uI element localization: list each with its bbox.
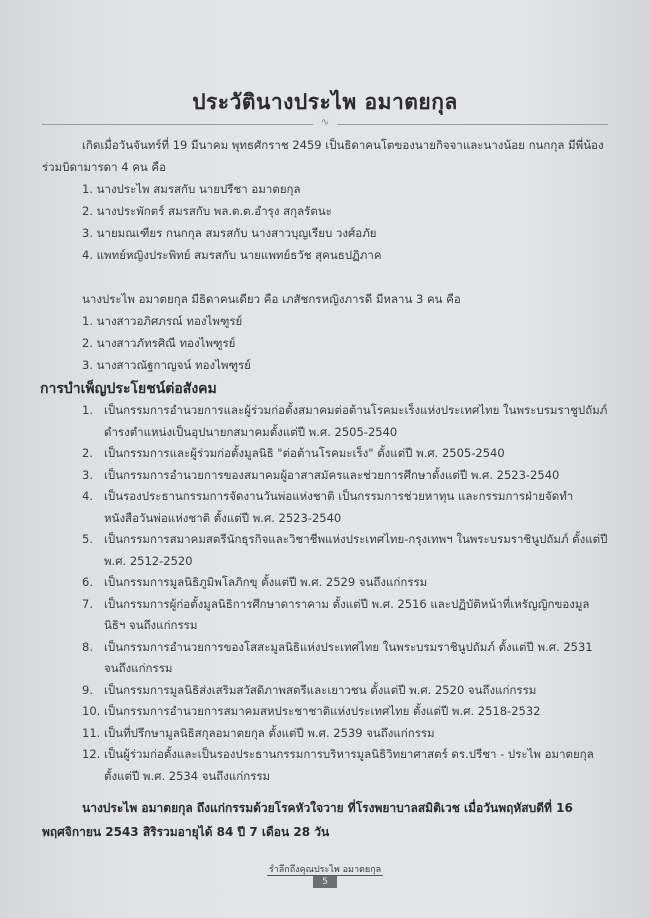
siblings-list (0, 178, 650, 266)
grandchildren-list (0, 310, 650, 376)
item-text: เป็นกรรมการมูลนิธิส่งเสริมสวัสดิภาพสตรีและเยาวชน ตั้งแต่ปี พ.ศ. 2520 จนถึงแก่กรรม (104, 682, 537, 697)
page-title: ประวัตินางประไพ อมาตยกุล (192, 90, 458, 114)
item-number: 9. (82, 682, 93, 697)
list-item (0, 594, 650, 637)
service-list (0, 400, 650, 787)
list-item (0, 443, 650, 465)
list-item: 2. นางประพักตร์ สมรสกับ พล.ต.ต.อำรุง สกุลรัตนะ (82, 204, 332, 218)
page-number: 5 (313, 876, 337, 888)
item-text: เป็นกรรมการอำนวยการและผู้ร่วมก่อตั้งสมาคมต่อต้านโรคมะเร็งแห่งประเทศไทย ในพระบรมราชูปถัมภ์ ดำรงตำแหน่งเป็นอุปนายกสมาคมตั้งแต่ปี พ.ศ. 2505-2540 (104, 403, 608, 439)
list-item: 3. นางสาวณัฐกาญจน์ ทองไพฑูรย์ (82, 358, 251, 372)
item-text: เป็นกรรมการสมาคมสตรีนักธุรกิจและวิชาชีพแห่งประเทศไทย-กรุงเทพฯ ในพระบรมราชินูปถัมภ์ ตั้งแต่ปี พ.ศ. 2512-2520 (104, 532, 608, 568)
section-heading: การบำเพ็ญประโยชน์ต่อสังคม (40, 381, 217, 397)
list-item (0, 723, 650, 745)
intro-section (0, 134, 650, 376)
list-item: 2. นางสาวภัทรศิณี ทองไพฑูรย์ (82, 336, 236, 350)
intro-paragraph: เกิดเมื่อวันจันทร์ที่ 19 มีนาคม พุทธศักราช 2459 เป็นธิดาคนโตของนายกิจจาและนางน้อย กนกกุล มีพี่น้องร่วมบิดามารดา 4 คน คือ (42, 138, 604, 174)
item-number: 1. (82, 403, 93, 417)
ornament-icon: ∿ (313, 117, 337, 129)
item-text: เป็นกรรมการมูลนิธิภูมิพโลภิกขุ ตั้งแต่ปี พ.ศ. 2529 จนถึงแก่กรรม (104, 575, 428, 589)
list-item (0, 744, 650, 787)
list-item: 1. นางสาวอภิศภรณ์ ทองไพฑูรย์ (82, 314, 243, 328)
list-item (0, 486, 650, 529)
item-number: 4. (82, 489, 93, 503)
item-text: เป็นกรรมการอำนวยการของโสสะมูลนิธิแห่งประเทศไทย ในพระบรมราชินูปถัมภ์ ตั้งแต่ปี พ.ศ. 2531 จนถึงแก่กรรม (104, 639, 593, 675)
item-text: เป็นที่ปรึกษามูลนิธิสกุลอมาตยกุล ตั้งแต่ปี พ.ศ. 2539 จนถึงแก่กรรม (104, 725, 435, 740)
list-item (0, 680, 650, 702)
item-text: เป็นกรรมการและผู้ร่วมก่อตั้งมูลนิธิ "ต่อต้านโรคมะเร็ง" ตั้งแต่ปี พ.ศ. 2505-2540 (104, 446, 505, 460)
item-number: 5. (82, 532, 93, 546)
item-number: 10. (82, 704, 101, 718)
list-item (0, 572, 650, 594)
list-item (0, 465, 650, 487)
list-item: 4. แพทย์หญิงประพิทย์ สมรสกับ นายแพทย์ธวัช สุคนธปฏิภาค (82, 248, 382, 262)
item-text: เป็นกรรมการผู้ก่อตั้งมูลนิธิการศึกษาดาราคาม ตั้งแต่ปี พ.ศ. 2516 และปฏิบัติหน้าที่เหรัญญิกของมูลนิธิฯ จนถึงแก่กรรม (104, 596, 590, 632)
list-item: 3. นายมณเฑียร กนกกุล สมรสกับ นางสาวบุญเรียบ วงศ์อภัย (82, 226, 377, 240)
footer-text: รำลึกถึงคุณประไพ อมาตยกุล (268, 865, 382, 875)
list-item (0, 529, 650, 572)
item-number: 2. (82, 446, 93, 460)
family-line: นางประไพ อมาตยกุล มีธิดาคนเดียว คือ เภสัชกรหญิงภารดี มีหลาน 3 คน คือ (82, 292, 461, 306)
item-text: เป็นรองประธานกรรมการจัดงานวันพ่อแห่งชาติ เป็นกรรมการช่วยหาทุน และกรรมการฝ่ายจัดทำหนังสือวันพ่อแห่งชาติ ตั้งแต่ปี พ.ศ. 2523-2540 (104, 489, 574, 525)
list-item (0, 637, 650, 680)
item-number: 3. (82, 467, 93, 482)
item-number: 7. (82, 596, 93, 611)
item-number: 12. (82, 747, 101, 761)
item-number: 8. (82, 639, 93, 654)
list-item: 1. นางประไพ สมรสกับ นายปรีชา อมาตยกุล (82, 182, 301, 196)
list-item (0, 701, 650, 723)
item-number: 11. (82, 725, 101, 740)
list-item (0, 400, 650, 443)
item-number: 6. (82, 575, 93, 589)
item-text: เป็นกรรมการอำนวยการสมาคมสหประชาชาติแห่งประเทศไทย ตั้งแต่ปี พ.ศ. 2518-2532 (104, 704, 541, 718)
item-text: เป็นผู้ร่วมก่อตั้งและเป็นรองประธานกรรมการบริหารมูลนิธิวิทยาศาสตร์ ดร.ปรีชา - ประไพ อมาตยกุล ตั้งแต่ปี พ.ศ. 2534 จนถึงแก่กรรม (104, 747, 594, 783)
footer-caption (0, 862, 650, 876)
closing-paragraph: นางประไพ อมาตยกุล ถึงแก่กรรมด้วยโรคหัวใจวาย ที่โรงพยาบาลสมิติเวช เมื่อวันพฤหัสบดีที่ 16 พฤศจิกายน 2543 สิริรวมอายุได้ 84 ปี 7 เดือน 28 วัน (42, 801, 573, 839)
item-text: เป็นกรรมการอำนวยการของสมาคมผู้อาสาสมัครและช่วยการศึกษาตั้งแต่ปี พ.ศ. 2523-2540 (104, 467, 560, 482)
